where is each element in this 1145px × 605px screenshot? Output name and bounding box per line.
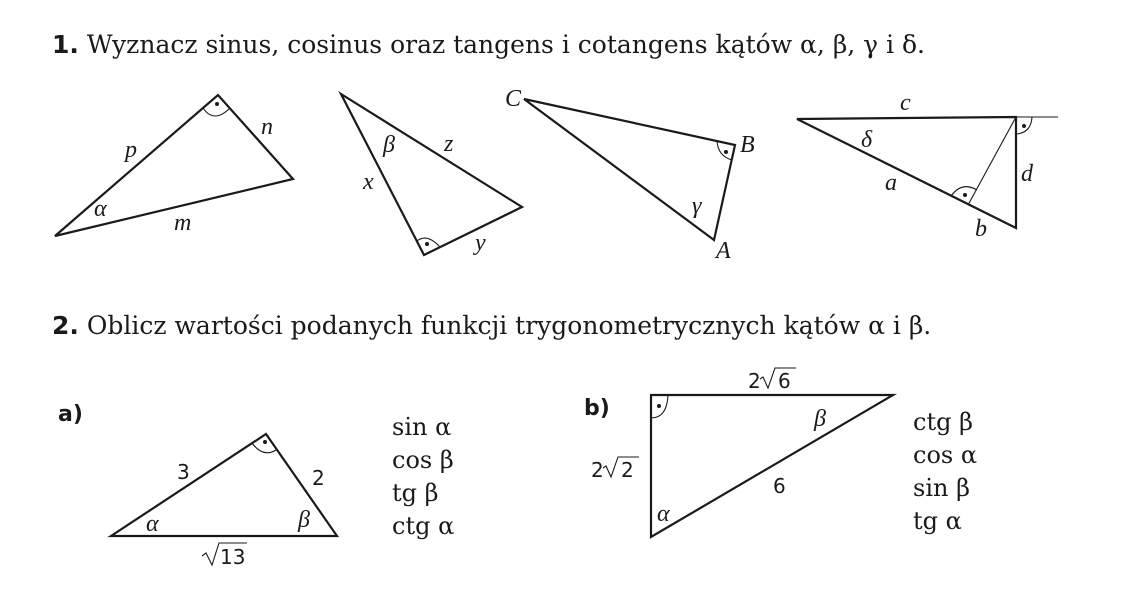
side-label-z: z <box>444 131 454 157</box>
side-label-y: y <box>475 230 486 256</box>
triangle-part-a <box>111 434 337 569</box>
triangle-figure-2 <box>341 94 522 256</box>
function-item: ctg β <box>913 408 973 436</box>
radicand: 13 <box>220 545 246 569</box>
angle-label-beta: β <box>298 507 310 533</box>
side-label-2: 2 <box>312 466 325 490</box>
radicand: 2 <box>621 458 634 482</box>
triangle-edges <box>524 99 735 240</box>
triangle-figure-4 <box>797 90 1058 242</box>
radicand: 6 <box>778 369 791 393</box>
triangle-figure-3 <box>505 86 755 264</box>
triangle-edges <box>797 117 1016 228</box>
function-item: sin β <box>913 474 970 502</box>
function-item: tg β <box>392 479 439 507</box>
side-label-x: x <box>363 169 374 195</box>
function-item: cos β <box>392 446 454 474</box>
vertex-label-B: B <box>740 132 755 158</box>
function-item: ctg α <box>392 512 455 540</box>
right-angle-mark <box>203 108 230 116</box>
top-side-label <box>748 368 796 393</box>
vertex-label-A: A <box>716 238 731 264</box>
angle-label-beta: β <box>383 132 395 158</box>
side-label-a: a <box>885 170 897 196</box>
side-label-c: c <box>900 90 911 116</box>
side-label-p: p <box>125 137 137 163</box>
angle-label-alpha: α <box>657 501 670 527</box>
right-angle-mark <box>417 238 440 247</box>
left-side-label <box>591 457 639 482</box>
angle-label-delta: δ <box>861 127 873 153</box>
right-angle-dot <box>263 440 267 444</box>
task-title: Oblicz wartości podanych funkcji trygonometrycznych kątów α i β. <box>86 311 932 340</box>
sqrt-13-label <box>202 543 247 569</box>
function-item: sin α <box>392 413 452 441</box>
task-number: 2. <box>52 311 79 340</box>
side-label-d: d <box>1021 161 1033 187</box>
vertex-label-C: C <box>505 86 522 112</box>
part-a-label: a) <box>58 402 83 427</box>
right-angle-dot <box>963 193 967 197</box>
triangle-figure-1 <box>55 95 293 236</box>
triangle-part-b <box>591 368 893 537</box>
coefficient: 2 <box>748 369 761 393</box>
task-number: 1. <box>52 30 79 59</box>
altitude-line <box>968 117 1016 205</box>
angle-label-alpha: α <box>146 511 159 537</box>
right-angle-dot <box>1022 124 1026 128</box>
right-angle-dot <box>657 404 661 408</box>
hypotenuse-label: 6 <box>773 474 786 498</box>
angle-label-gamma: γ <box>692 193 702 219</box>
side-label-3: 3 <box>177 460 190 484</box>
function-item: tg α <box>913 507 962 535</box>
triangle-edges <box>651 395 893 537</box>
right-angle-dot <box>724 150 728 154</box>
part-b-label: b) <box>584 396 610 421</box>
coefficient: 2 <box>591 458 604 482</box>
side-label-b: b <box>975 216 987 242</box>
angle-label-alpha: α <box>94 196 107 222</box>
side-label-m: m <box>174 210 192 236</box>
side-label-n: n <box>261 114 273 140</box>
function-item: cos α <box>913 441 978 469</box>
task-title: Wyznacz sinus, cosinus oraz tangens i cotangens kątów α, β, γ i δ. <box>86 30 926 59</box>
right-angle-dot <box>215 102 219 106</box>
angle-label-beta: β <box>814 406 826 432</box>
right-angle-dot <box>425 242 429 246</box>
